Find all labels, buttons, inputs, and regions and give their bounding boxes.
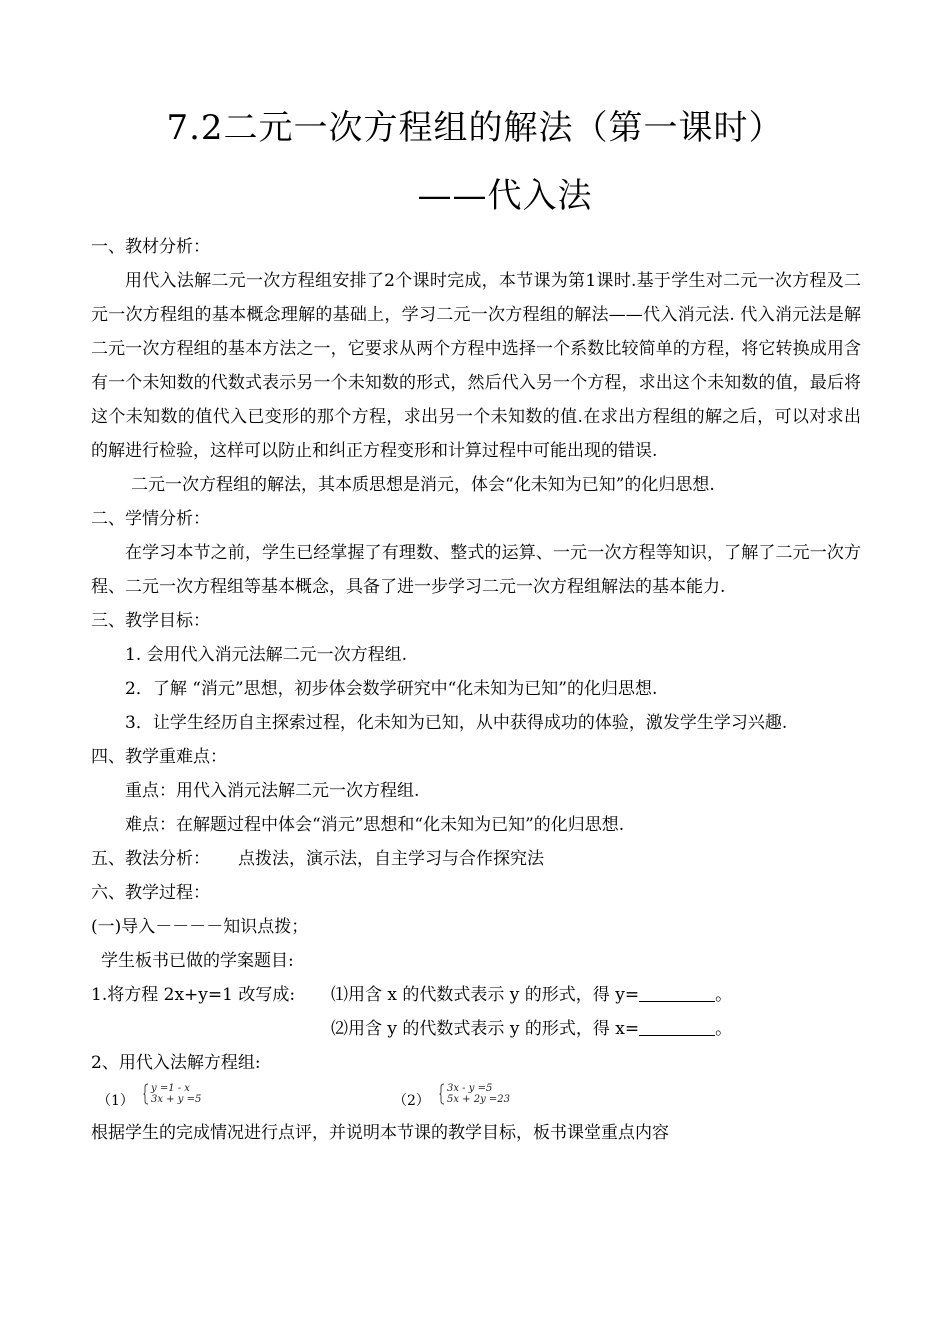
analysis-paragraph: 用代入法解二元一次方程组安排了2个课时完成，本节课为第1课时.基于学生对二元一次方程及二元一次方程组的基本概念理解的基础上，学习二元一次方程组的解法——代入消元法. 代入消元法是解二元一次方程组的基本方法之一，它要求从两个方程中选择一个系数比较简单的方程，将它转换成用含有一个未知数的代数式表示另一个未知数的形式，然后代入另一个方程，求出这个未知数的值，最后将这个未知数的值代入已变形的那个方程，求出另一个未知数的值.在求出方程组的解之后，可以对求出的解进行检验，这样可以防止和纠正方程变形和计算过程中可能出现的错误. (91, 271, 861, 461)
document-body (91, 230, 861, 1150)
analysis-summary: 二元一次方程组的解法，其本质思想是消元，体会“化未知为已知”的化归思想. (131, 475, 715, 495)
equation-systems (91, 1080, 861, 1116)
question-1-part-a (331, 978, 732, 1012)
goal-item: 3．让学生经历自主探索过程，化未知为已知，从中获得成功的体验，激发学生学习兴趣. (125, 713, 788, 733)
goal-item: 2．了解 “消元”思想，初步体会数学研究中“化未知为已知”的化归思想. (125, 679, 658, 699)
question-1 (91, 978, 861, 1012)
system-1-label: （1） (97, 1093, 134, 1109)
system-2-eq-2: 5x + 2y =23 (447, 1094, 511, 1105)
period: 。 (715, 985, 733, 1005)
question-1-part-b-text: ⑵用含 y 的代数式表示 y 的形式，得 x= (331, 1019, 640, 1039)
document-subtitle: ——代入法 (417, 176, 593, 216)
left-brace-icon (439, 1083, 444, 1103)
section-heading-methods: 五、教法分析： (91, 849, 210, 869)
section-heading-students: 二、学情分析： (91, 509, 210, 529)
system-2-label: （2） (393, 1093, 430, 1109)
goal-item: 1. 会用代入消元法解二元一次方程组. (125, 645, 408, 665)
system-1-equations (151, 1083, 201, 1105)
period: 。 (715, 1019, 733, 1039)
system-2-equations (447, 1083, 510, 1105)
process-intro: 学生板书已做的学案题目: (101, 951, 294, 971)
section-methods (91, 842, 861, 876)
key-point: 重点：用代入消元法解二元一次方程组. (125, 781, 420, 801)
process-subheading: (一)导入－－－－知识点拨； (91, 917, 309, 937)
system-1-eq-1: y =1 - x (151, 1083, 190, 1094)
answer-blank (639, 983, 715, 1002)
section-heading-goals: 三、教学目标： (91, 611, 210, 631)
system-2-eq-1: 3x - y =5 (447, 1083, 493, 1094)
section-heading-analysis: 一、教材分析： (91, 237, 210, 257)
question-1b (91, 1012, 861, 1046)
section-heading-process: 六、教学过程： (91, 883, 210, 903)
system-1-eq-2: 3x + y =5 (151, 1094, 202, 1105)
question-2-label: 2、用代入法解方程组: (91, 1053, 261, 1073)
methods-content: 点拨法，演示法，自主学习与合作探究法 (238, 849, 544, 869)
document-title: 7.2二元一次方程组的解法（第一课时） (166, 108, 784, 148)
section-heading-key-points: 四、教学重难点： (91, 747, 227, 767)
left-brace-icon (143, 1083, 148, 1103)
question-1-label: 1.将方程 2x+y=1 改写成: (91, 985, 296, 1005)
difficult-point: 难点：在解题过程中体会“消元”思想和“化未知为已知”的化归思想. (125, 815, 625, 835)
closing-paragraph: 根据学生的完成情况进行点评，并说明本节课的教学目标，板书课堂重点内容 (91, 1123, 669, 1143)
question-1-part-b (331, 1012, 732, 1046)
answer-blank (639, 1017, 715, 1036)
students-paragraph: 在学习本节之前，学生已经掌握了有理数、整式的运算、一元一次方程等知识，了解了二元一次方程、二元一次方程组等基本概念，具备了进一步学习二元一次方程组解法的基本能力. (91, 543, 861, 597)
question-1-part-a-text: ⑴用含 x 的代数式表示 y 的形式，得 y= (331, 985, 640, 1005)
